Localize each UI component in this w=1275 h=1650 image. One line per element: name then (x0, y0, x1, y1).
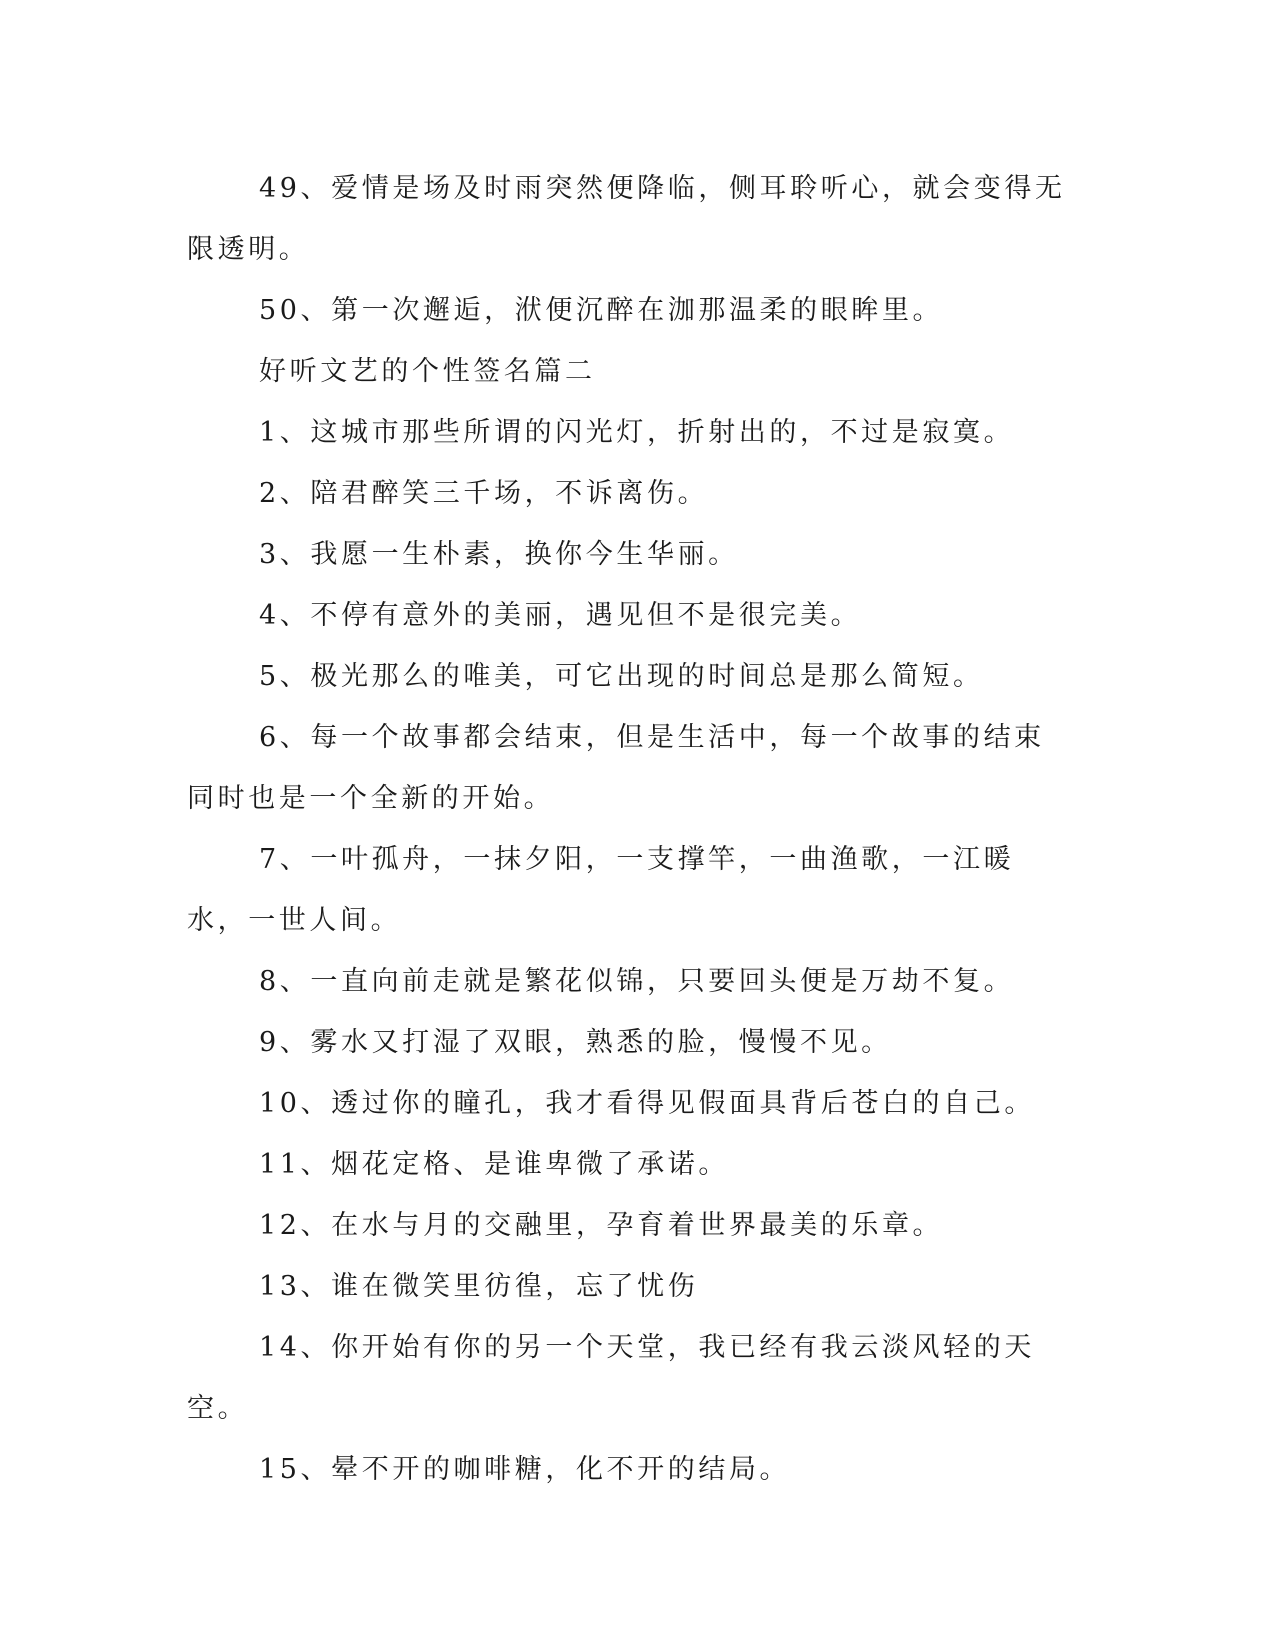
paragraph-6: 6、每一个故事都会结束，但是生活中，每一个故事的结束同时也是一个全新的开始。 (187, 722, 1045, 814)
paragraph-7: 7、一叶孤舟，一抹夕阳，一支撑竿，一曲渔歌，一江暖水，一世人间。 (187, 844, 1015, 936)
paragraph-4: 4、不停有意外的美丽，遇见但不是很完美。 (259, 600, 862, 631)
paragraph-49: 49、爱情是场及时雨突然便降临，侧耳聆听心，就会变得无限透明。 (187, 173, 1066, 265)
paragraph-15: 15、晕不开的咖啡糖，化不开的结局。 (259, 1454, 791, 1485)
section-heading: 好听文艺的个性签名篇二 (259, 356, 596, 387)
document-body (187, 158, 1067, 1500)
paragraph-14: 14、你开始有你的另一个天堂，我已经有我云淡风轻的天空。 (187, 1332, 1035, 1424)
paragraph-11: 11、烟花定格、是谁卑微了承诺。 (259, 1149, 729, 1180)
paragraph-10: 10、透过你的瞳孔，我才看得见假面具背后苍白的自己。 (259, 1088, 1035, 1119)
paragraph-13: 13、谁在微笑里彷徨，忘了忧伤 (259, 1271, 699, 1302)
paragraph-12: 12、在水与月的交融里，孕育着世界最美的乐章。 (259, 1210, 944, 1241)
paragraph-5: 5、极光那么的唯美，可它出现的时间总是那么简短。 (259, 661, 984, 692)
paragraph-9: 9、雾水又打湿了双眼，熟悉的脸，慢慢不见。 (259, 1027, 892, 1058)
paragraph-1: 1、这城市那些所谓的闪光灯，折射出的，不过是寂寞。 (259, 417, 1015, 448)
paragraph-8: 8、一直向前走就是繁花似锦，只要回头便是万劫不复。 (259, 966, 1015, 997)
paragraph-3: 3、我愿一生朴素，换你今生华丽。 (259, 539, 739, 570)
paragraph-50: 50、第一次邂逅，洑便沉醉在泇那温柔的眼眸里。 (259, 295, 944, 326)
paragraph-2: 2、陪君醉笑三千场，不诉离伤。 (259, 478, 709, 509)
